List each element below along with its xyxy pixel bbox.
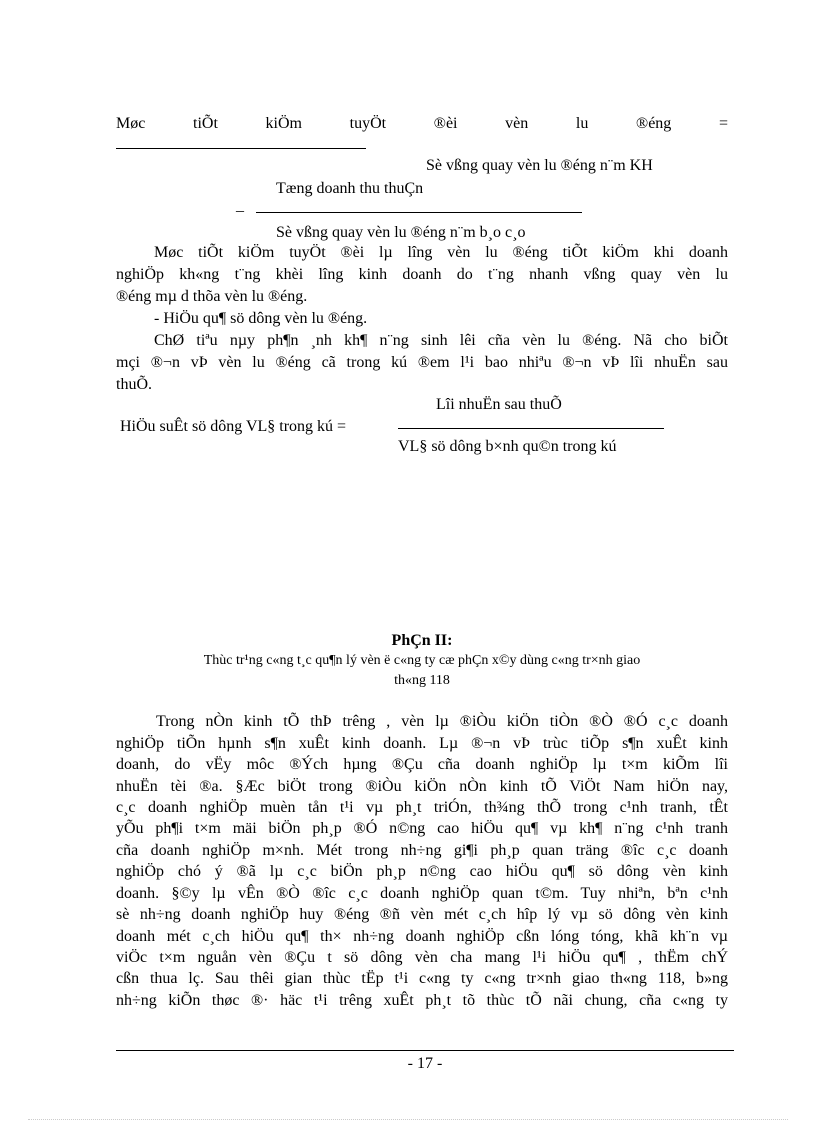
paragraph-line: sè nh÷ng doanh nghiÖp huy ®éng ®ñ vèn mét c¸ch hîp lý vµ sö dông vèn kinh	[116, 906, 728, 923]
section-title: PhÇn II:	[391, 632, 453, 649]
section-subtitle-line2: th«ng 118	[394, 673, 450, 688]
formula1-row3: Sè vßng quay vèn lu ®éng n¨m b¸o c¸o	[276, 224, 526, 241]
formula1-fraction-bar	[256, 212, 582, 213]
paragraph-line: doanh, do vËy môc ®Ých hµng ®Çu cña doanh nghiÖp lµ t×m kiÕm lîi	[116, 756, 728, 773]
paragraph-line: doanh. §©y lµ vÊn ®Ò ®îc c¸c doanh nghiÖp quan t©m. Tuy nhiªn, bªn c¹nh	[116, 885, 728, 902]
formula1-minus: _	[236, 197, 244, 214]
paragraph-line: viÖc t×m nguån vèn ®Çu t sö dông vèn cha mang l¹i hiÖu qu¶ , thËm chÝ	[116, 949, 728, 966]
bullet-item: - HiÖu qu¶ sö dông vèn lu ®éng.	[154, 310, 368, 327]
paragraph-line: thuÕ.	[116, 376, 152, 393]
formula2-denominator: VL§ sö dông b×nh qu©n trong kú	[398, 438, 617, 455]
paragraph-line: ChØ tiªu nµy ph¶n ¸nh kh¶ n¨ng sinh lêi cña vèn lu ®éng. Nã cho biÕt	[154, 332, 728, 349]
page-number: - 17 -	[407, 1055, 443, 1072]
formula1-lhs: Møc tiÕt kiÖm tuyÖt ®èi vèn lu ®éng =	[116, 115, 728, 132]
footer-rule	[116, 1050, 734, 1051]
paragraph-line: yÕu ph¶i t×m mäi biÖn ph¸p ®Ó n©ng cao hiÖu qu¶ vµ kh¶ n¨ng c¹nh tranh	[116, 820, 728, 837]
paragraph-line: c¸c doanh nghiÖp muèn tån t¹i vµ ph¸t triÓn, th¾ng thÕ trong c¹nh tranh, tÊt	[116, 799, 728, 816]
page-bottom-dotted-edge	[28, 1119, 788, 1120]
paragraph-line: Møc tiÕt kiÖm tuyÖt ®èi lµ lîng vèn lu ®éng tiÕt kiÖm khi doanh	[154, 244, 728, 261]
paragraph-line: nh÷ng kiÕn thøc ®· häc t¹i trêng xuÊt ph¸t tõ thùc tÕ nãi chung, cña c«ng ty	[116, 992, 728, 1009]
formula2-numerator: Lîi nhuËn sau thuÕ	[436, 396, 562, 413]
paragraph-line: cña doanh nghiÖp m×nh. Mét trong nh÷ng gi¶i ph¸p quan träng ®îc c¸c doanh	[116, 842, 728, 859]
paragraph-line: Trong nÒn kinh tÕ thÞ trêng , vèn lµ ®iÒu kiÖn tiÒn ®Ò ®Ó c¸c doanh	[156, 713, 728, 730]
formula1-row2: Tæng doanh thu thuÇn	[276, 180, 424, 197]
paragraph-line: cßn thua lç. Sau thêi gian thùc tËp t¹i c«ng ty c«ng tr×nh giao th«ng 118, b»ng	[116, 970, 728, 987]
paragraph-line: nghiÖp chó ý ®ã lµ c¸c biÖn ph¸p n©ng cao hiÖu qu¶ sö dông vèn kinh	[116, 863, 728, 880]
formula1-row1: Sè vßng quay vèn lu ®éng n¨m KH	[426, 157, 653, 174]
formula2-fraction-bar	[398, 428, 664, 429]
paragraph-line: mçi ®¬n vÞ vèn lu ®éng cã trong kú ®em l¹i bao nhiªu ®¬n vÞ lîi nhuËn sau	[116, 354, 728, 371]
paragraph-line: ®éng mµ d thõa vèn lu ®éng.	[116, 288, 308, 305]
paragraph-line: doanh mét c¸ch hiÖu qu¶ th× nh÷ng doanh nghiÖp cßn lóng tóng, khã kh¨n vµ	[116, 928, 728, 945]
paragraph-line: nhuËn tèi ®a. §Æc biÖt trong ®iÒu kiÖn nÒn kinh tÕ ViÖt Nam hiÖn nay,	[116, 778, 728, 795]
formula1-underline	[116, 148, 366, 149]
section-subtitle-line1: Thùc tr¹ng c«ng t¸c qu¶n lý vèn ë c«ng ty cæ phÇn x©y dùng c«ng tr×nh giao	[203, 653, 641, 668]
paragraph-line: nghiÖp tiÕn hµnh s¶n xuÊt kinh doanh. Lµ ®¬n vÞ trùc tiÕp s¶n xuÊt kinh	[116, 735, 728, 752]
paragraph-line: nghiÖp kh«ng t¨ng khèi lîng kinh doanh do t¨ng nhanh vßng quay vèn lu	[116, 266, 728, 283]
formula2-lhs: HiÖu suÊt sö dông VL§ trong kú =	[120, 418, 347, 435]
